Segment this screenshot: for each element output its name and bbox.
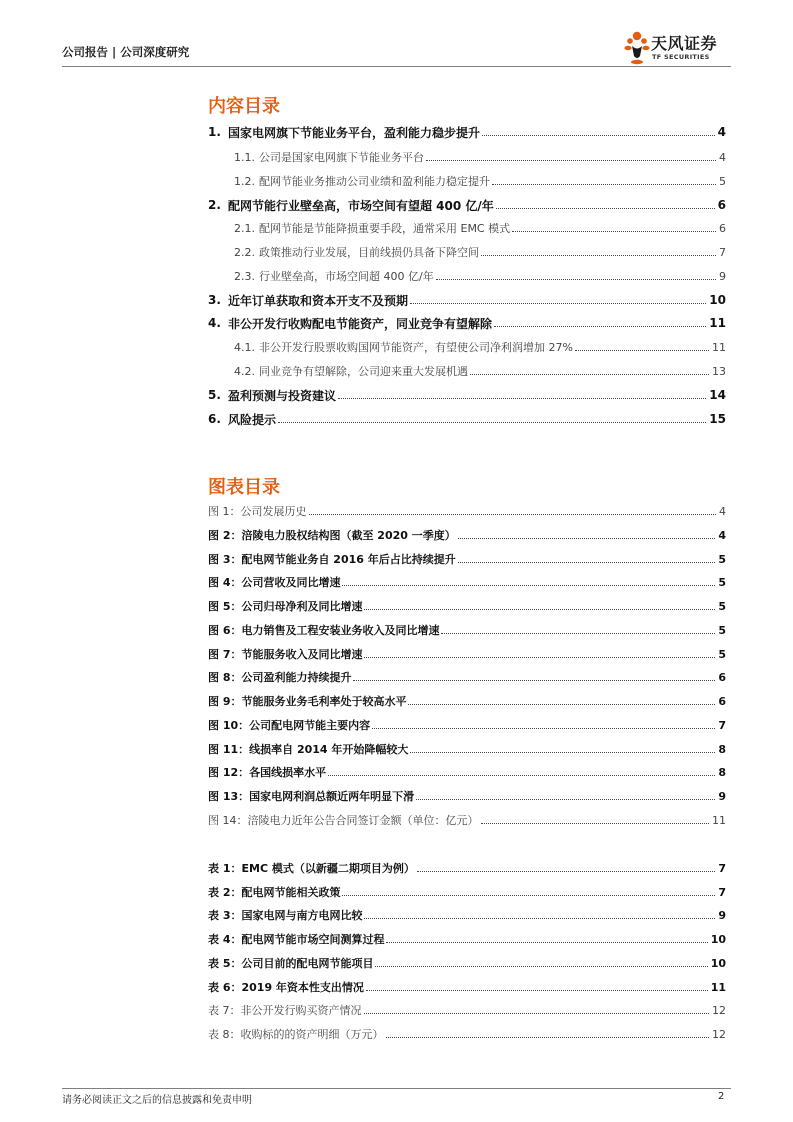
figure-entry-page: 9 <box>718 789 726 803</box>
dot-leader <box>481 254 716 256</box>
toc-entry-number: 6. <box>208 412 221 426</box>
toc-entry-title: 非公开发行收购配电节能资产，同业竞争有望解除 <box>228 316 493 331</box>
dot-leader <box>458 537 716 539</box>
table-entry[interactable] <box>208 953 726 973</box>
figure-entry-title: 图 10：公司配电网节能主要内容 <box>208 719 371 732</box>
dot-leader <box>416 798 715 800</box>
toc-entry-number: 2.1. <box>234 221 255 235</box>
table-entry[interactable] <box>208 929 726 949</box>
toc-chapter-entry[interactable] <box>208 290 726 310</box>
dot-leader <box>386 1036 710 1038</box>
toc-chapter-entry[interactable] <box>208 409 726 429</box>
toc-entry-page: 6 <box>719 221 726 235</box>
dot-leader <box>342 584 715 586</box>
dot-leader <box>426 159 716 161</box>
toc-entry-page: 5 <box>719 174 726 188</box>
toc-entry-number: 2.3. <box>234 269 255 283</box>
toc-entry-page: 6 <box>717 198 726 212</box>
table-entry[interactable] <box>208 882 726 902</box>
footer-divider <box>62 1088 731 1089</box>
table-entry-page: 7 <box>718 861 726 875</box>
table-entry-page: 10 <box>710 956 726 970</box>
dot-leader <box>458 561 716 563</box>
toc-chapter-entry[interactable] <box>208 195 726 215</box>
dot-leader <box>278 421 706 423</box>
dot-leader <box>494 325 706 327</box>
toc-entry-page: 11 <box>709 316 726 330</box>
table-entry-page: 7 <box>718 885 726 899</box>
toc-section-entry[interactable] <box>234 242 726 262</box>
figure-entry-page: 11 <box>712 813 726 827</box>
dot-leader <box>575 349 709 351</box>
figure-entry-page: 6 <box>718 694 726 708</box>
figure-entry-title: 图 3：配电网节能业务自 2016 年后占比持续提升 <box>208 553 456 566</box>
dot-leader <box>482 134 715 136</box>
tf-securities-logo <box>622 24 734 70</box>
dot-leader <box>375 965 707 967</box>
toc-entry-title: 公司是国家电网旗下节能业务平台 <box>259 151 424 164</box>
table-entry-title: 表 5：公司目前的配电网节能项目 <box>208 957 374 970</box>
toc-entry-number: 4.2. <box>234 364 255 378</box>
toc-entry-number: 4. <box>208 316 221 330</box>
toc-entry-page: 9 <box>719 269 726 283</box>
logo-chinese-name: 天风证券 <box>651 34 718 53</box>
figure-entry-page: 5 <box>718 552 726 566</box>
report-type-header: 公司报告 | 公司深度研究 <box>62 45 190 59</box>
table-entry-title: 表 6：2019 年资本性支出情况 <box>208 981 364 994</box>
table-entry-title: 表 2：配电网节能相关政策 <box>208 886 341 899</box>
toc-entry-page: 15 <box>709 412 726 426</box>
table-entry-title: 表 8：收购标的的资产明细（万元） <box>208 1028 384 1041</box>
figure-entry-title: 图 9：节能服务业务毛利率处于较高水平 <box>208 695 407 708</box>
toc-entry-title: 配网节能行业壁垒高，市场空间有望超 400 亿/年 <box>228 198 494 213</box>
dot-leader <box>410 302 706 304</box>
figure-entry[interactable] <box>208 525 726 545</box>
figure-entry-page: 6 <box>718 670 726 684</box>
figure-entry-page: 5 <box>718 623 726 637</box>
dot-leader <box>492 183 716 185</box>
dot-leader <box>364 1012 710 1014</box>
dot-leader <box>386 941 707 943</box>
toc-section-entry[interactable] <box>234 266 726 286</box>
dot-leader <box>309 513 717 515</box>
table-entry[interactable] <box>208 1000 726 1020</box>
dot-leader <box>410 751 715 753</box>
dot-leader <box>512 230 716 232</box>
figure-entry-page: 8 <box>718 742 726 756</box>
figure-entry[interactable] <box>208 739 726 759</box>
figure-entry-title: 图 5：公司归母净利及同比增速 <box>208 600 363 613</box>
figure-entry-title: 图 2：涪陵电力股权结构图（截至 2020 一季度） <box>208 529 456 542</box>
table-entry[interactable] <box>208 977 726 997</box>
toc-entry-number: 1.1. <box>234 150 255 164</box>
figure-entry-title: 图 7：节能服务收入及同比增速 <box>208 648 363 661</box>
dot-leader <box>353 679 715 681</box>
figure-entry-page: 5 <box>718 575 726 589</box>
logo-english-name: TF SECURITIES <box>652 53 710 61</box>
dot-leader <box>436 278 716 280</box>
dot-leader <box>481 822 710 824</box>
toc-section-entry[interactable] <box>234 147 726 167</box>
figure-entry-title: 图 13：国家电网利润总额近两年明显下滑 <box>208 790 415 803</box>
figure-entry-page: 5 <box>718 647 726 661</box>
toc-entry-page: 10 <box>709 293 726 307</box>
toc-entry-page: 11 <box>712 340 726 354</box>
table-entry-title: 表 4：配电网节能市场空间测算过程 <box>208 933 385 946</box>
table-entry[interactable] <box>208 1024 726 1044</box>
toc-entry-page: 4 <box>719 150 726 164</box>
toc-entry-title: 国家电网旗下节能业务平台，盈利能力稳步提升 <box>228 125 481 140</box>
figure-entry[interactable] <box>208 596 726 616</box>
figure-entry[interactable] <box>208 786 726 806</box>
toc-entry-page: 13 <box>712 364 726 378</box>
table-entry[interactable] <box>208 905 726 925</box>
dot-leader <box>366 989 708 991</box>
figure-entry-page: 8 <box>718 765 726 779</box>
table-entry-title: 表 7：非公开发行购买资产情况 <box>208 1004 362 1017</box>
dot-leader <box>364 917 715 919</box>
toc-entry-number: 3. <box>208 293 221 307</box>
dot-leader <box>328 774 715 776</box>
dot-leader <box>338 397 706 399</box>
figure-entry-title: 图 8：公司盈利能力持续提升 <box>208 671 352 684</box>
toc-entry-title: 盈利预测与投资建议 <box>228 388 337 403</box>
toc-entry-number: 2.2. <box>234 245 255 259</box>
figure-entry[interactable] <box>208 501 726 521</box>
table-entry-page: 10 <box>710 932 726 946</box>
figure-entry-title: 图 12：各国线损率水平 <box>208 766 327 779</box>
toc-chapter-entry[interactable] <box>208 313 726 333</box>
figure-entry[interactable] <box>208 644 726 664</box>
figure-entry-title: 图 1：公司发展历史 <box>208 505 307 518</box>
page-number: 2 <box>718 1091 725 1102</box>
logo-mark-icon <box>622 24 652 70</box>
dot-leader <box>342 894 715 896</box>
toc-entry-number: 5. <box>208 388 221 402</box>
figure-entry[interactable] <box>208 691 726 711</box>
table-entry-title: 表 3：国家电网与南方电网比较 <box>208 909 363 922</box>
toc-entry-number: 1.2. <box>234 174 255 188</box>
table-entry-page: 11 <box>710 980 726 994</box>
figure-entry-title: 图 6：电力销售及工程安装业务收入及同比增速 <box>208 624 440 637</box>
dot-leader <box>441 632 715 634</box>
toc-chapter-entry[interactable] <box>208 385 726 405</box>
toc-entry-title: 非公开发行股票收购国网节能资产，有望使公司净利润增加 27% <box>259 341 573 354</box>
dot-leader <box>364 608 715 610</box>
figure-entry[interactable] <box>208 572 726 592</box>
figure-entry-title: 图 14：涪陵电力近年公告合同签订金额（单位：亿元） <box>208 814 479 827</box>
dot-leader <box>417 870 715 872</box>
dot-leader <box>364 656 715 658</box>
toc-entry-title: 近年订单获取和资本开支不及预期 <box>228 293 409 308</box>
toc-title: 内容目录 <box>208 96 280 117</box>
toc-entry-number: 1. <box>208 125 221 139</box>
toc-entry-number: 2. <box>208 198 221 212</box>
toc-entry-title: 风险提示 <box>228 412 277 427</box>
figure-entry[interactable] <box>208 620 726 640</box>
dot-leader <box>496 207 715 209</box>
figure-entry[interactable] <box>208 715 726 735</box>
table-entry-page: 9 <box>718 908 726 922</box>
toc-chapter-entry[interactable] <box>208 122 726 142</box>
toc-section-entry[interactable] <box>234 361 726 381</box>
toc-entry-number: 4.1. <box>234 340 255 354</box>
toc-entry-page: 4 <box>717 125 726 139</box>
figure-entry[interactable] <box>208 549 726 569</box>
figure-entry-page: 4 <box>719 504 726 518</box>
figure-entry[interactable] <box>208 762 726 782</box>
toc-entry-title: 政策推动行业发展，目前线损仍具备下降空间 <box>259 246 479 259</box>
toc-entry-page: 14 <box>709 388 726 402</box>
toc-entry-title: 同业竞争有望解除，公司迎来重大发展机遇 <box>259 365 468 378</box>
figure-entry[interactable] <box>208 810 726 830</box>
disclaimer-note: 请务必阅读正文之后的信息披露和免责申明 <box>62 1095 252 1106</box>
figure-entry-title: 图 11：线损率自 2014 年开始降幅较大 <box>208 743 409 756</box>
figure-entry[interactable] <box>208 667 726 687</box>
table-entry[interactable] <box>208 858 726 878</box>
table-entry-page: 12 <box>712 1027 726 1041</box>
dot-leader <box>470 373 709 375</box>
toc-entry-title: 配网节能业务推动公司业绩和盈利能力稳定提升 <box>259 175 490 188</box>
figure-entry-title: 图 4：公司营收及同比增速 <box>208 576 341 589</box>
toc-section-entry[interactable] <box>234 171 726 191</box>
toc-entry-page: 7 <box>719 245 726 259</box>
table-entry-title: 表 1：EMC 模式（以新疆二期项目为例） <box>208 862 415 875</box>
figures-list-title: 图表目录 <box>208 477 280 498</box>
table-entry-page: 12 <box>712 1003 726 1017</box>
figure-entry-page: 4 <box>718 528 726 542</box>
dot-leader <box>372 727 715 729</box>
toc-section-entry[interactable] <box>234 337 726 357</box>
figure-entry-page: 5 <box>718 599 726 613</box>
figure-entry-page: 7 <box>718 718 726 732</box>
dot-leader <box>408 703 715 705</box>
toc-entry-title: 行业壁垒高，市场空间超 400 亿/年 <box>259 270 434 283</box>
toc-entry-title: 配网节能是节能降损重要手段，通常采用 EMC 模式 <box>259 222 511 235</box>
toc-section-entry[interactable] <box>234 218 726 238</box>
